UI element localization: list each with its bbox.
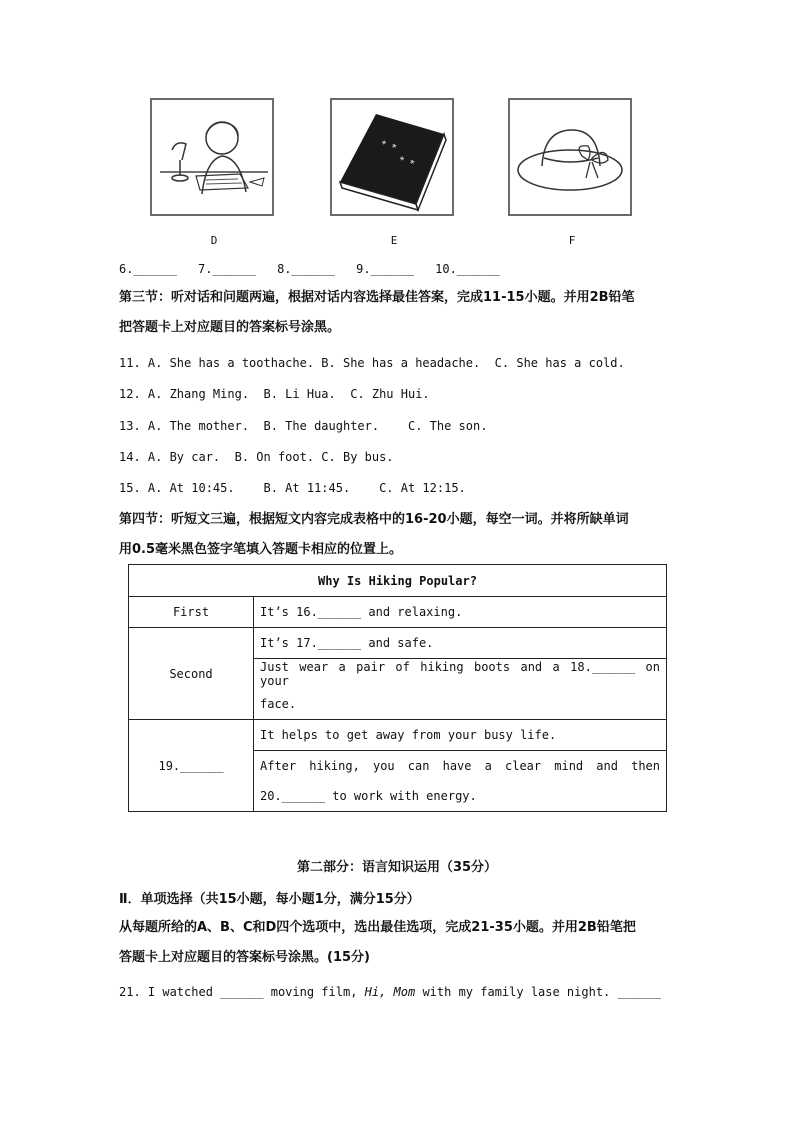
single-choice-line-1: 从每题所给的A、B、C和D四个选项中，选出最佳选项，完成21-35小题。并用2B铅笔把: [119, 920, 636, 935]
picture-e-label: E: [390, 234, 398, 247]
blank-10[interactable]: 10.______: [435, 262, 501, 276]
picture-d-label: D: [210, 234, 218, 247]
row-third-text-2b: 20.______ to work with energy.: [254, 781, 667, 812]
section-3-line-2: 把答题卡上对应题目的答案标号涂黑。: [119, 320, 341, 335]
single-choice-instructions: [119, 913, 679, 973]
question-21: [119, 985, 675, 999]
picture-d: [150, 98, 274, 247]
hat-icon: [510, 100, 630, 214]
picture-f-label: F: [568, 234, 576, 247]
boy-writing-icon: [152, 100, 272, 214]
section-4-line-1: 第四节：听短文三遍，根据短文内容完成表格中的16-20小题，每空一词。并将所缺单词: [119, 512, 629, 527]
picture-options: [150, 98, 576, 248]
blank-6[interactable]: 6.______: [119, 262, 177, 276]
blank-8[interactable]: 8.______: [277, 262, 335, 276]
hiking-table: [128, 564, 667, 812]
section-3-line-1: 第三节：听对话和问题两遍，根据对话内容选择最佳答案，完成11-15小题。并用2B铅笔: [119, 290, 635, 305]
question-14: 14. A. By car. B. On foot. C. By bus.: [119, 450, 394, 464]
row-third-text-1: It helps to get away from your busy life.: [254, 720, 667, 751]
section-4-instructions: [119, 505, 679, 565]
blank-7[interactable]: 7.______: [198, 262, 256, 276]
svg-text:* *: * *: [397, 155, 416, 170]
part-2-title: 第二部分：语言知识运用（35分）: [296, 860, 498, 875]
row-first-label: First: [129, 597, 254, 628]
question-13: 13. A. The mother. B. The daughter. C. The son.: [119, 419, 488, 433]
question-15: 15. A. At 10:45. B. At 11:45. C. At 12:15.: [119, 481, 466, 495]
row-second-text-2a: Just wear a pair of hiking boots and a 18.______ on your: [254, 659, 667, 690]
question-21-film-title: Hi, Mom: [364, 985, 416, 999]
svg-text:* *: * *: [379, 139, 398, 154]
row-third-label[interactable]: 19.______: [129, 720, 254, 812]
single-choice-line-2: 答题卡上对应题目的答案标号涂黑。(15分): [119, 950, 370, 965]
row-first-text: It’s 16.______ and relaxing.: [254, 597, 667, 628]
row-third-text-2a: After hiking, you can have a clear mind and then: [254, 751, 667, 782]
section-3-instructions: [119, 283, 679, 343]
question-21-post: with my family lase night. ______: [415, 985, 661, 999]
question-11: 11. A. She has a toothache. B. She has a headache. C. She has a cold.: [119, 356, 625, 370]
single-choice-heading: Ⅱ．单项选择（共15小题，每小题1分，满分15分）: [119, 892, 420, 907]
question-12: 12. A. Zhang Ming. B. Li Hua. C. Zhu Hui.: [119, 387, 430, 401]
table-title: Why Is Hiking Popular?: [129, 565, 667, 597]
picture-f: [508, 98, 632, 247]
picture-e: [330, 98, 454, 247]
question-21-pre: 21. I watched ______ moving film,: [119, 985, 365, 999]
blank-9[interactable]: 9.______: [356, 262, 414, 276]
row-second-label: Second: [129, 628, 254, 720]
answer-blanks-6-10: [119, 262, 514, 276]
section-4-line-2: 用0.5毫米黑色签字笔填入答题卡相应的位置上。: [119, 542, 403, 557]
row-second-text-1: It’s 17.______ and safe.: [254, 628, 667, 659]
row-second-text-2b: face.: [254, 689, 667, 720]
book-icon: [332, 100, 452, 214]
